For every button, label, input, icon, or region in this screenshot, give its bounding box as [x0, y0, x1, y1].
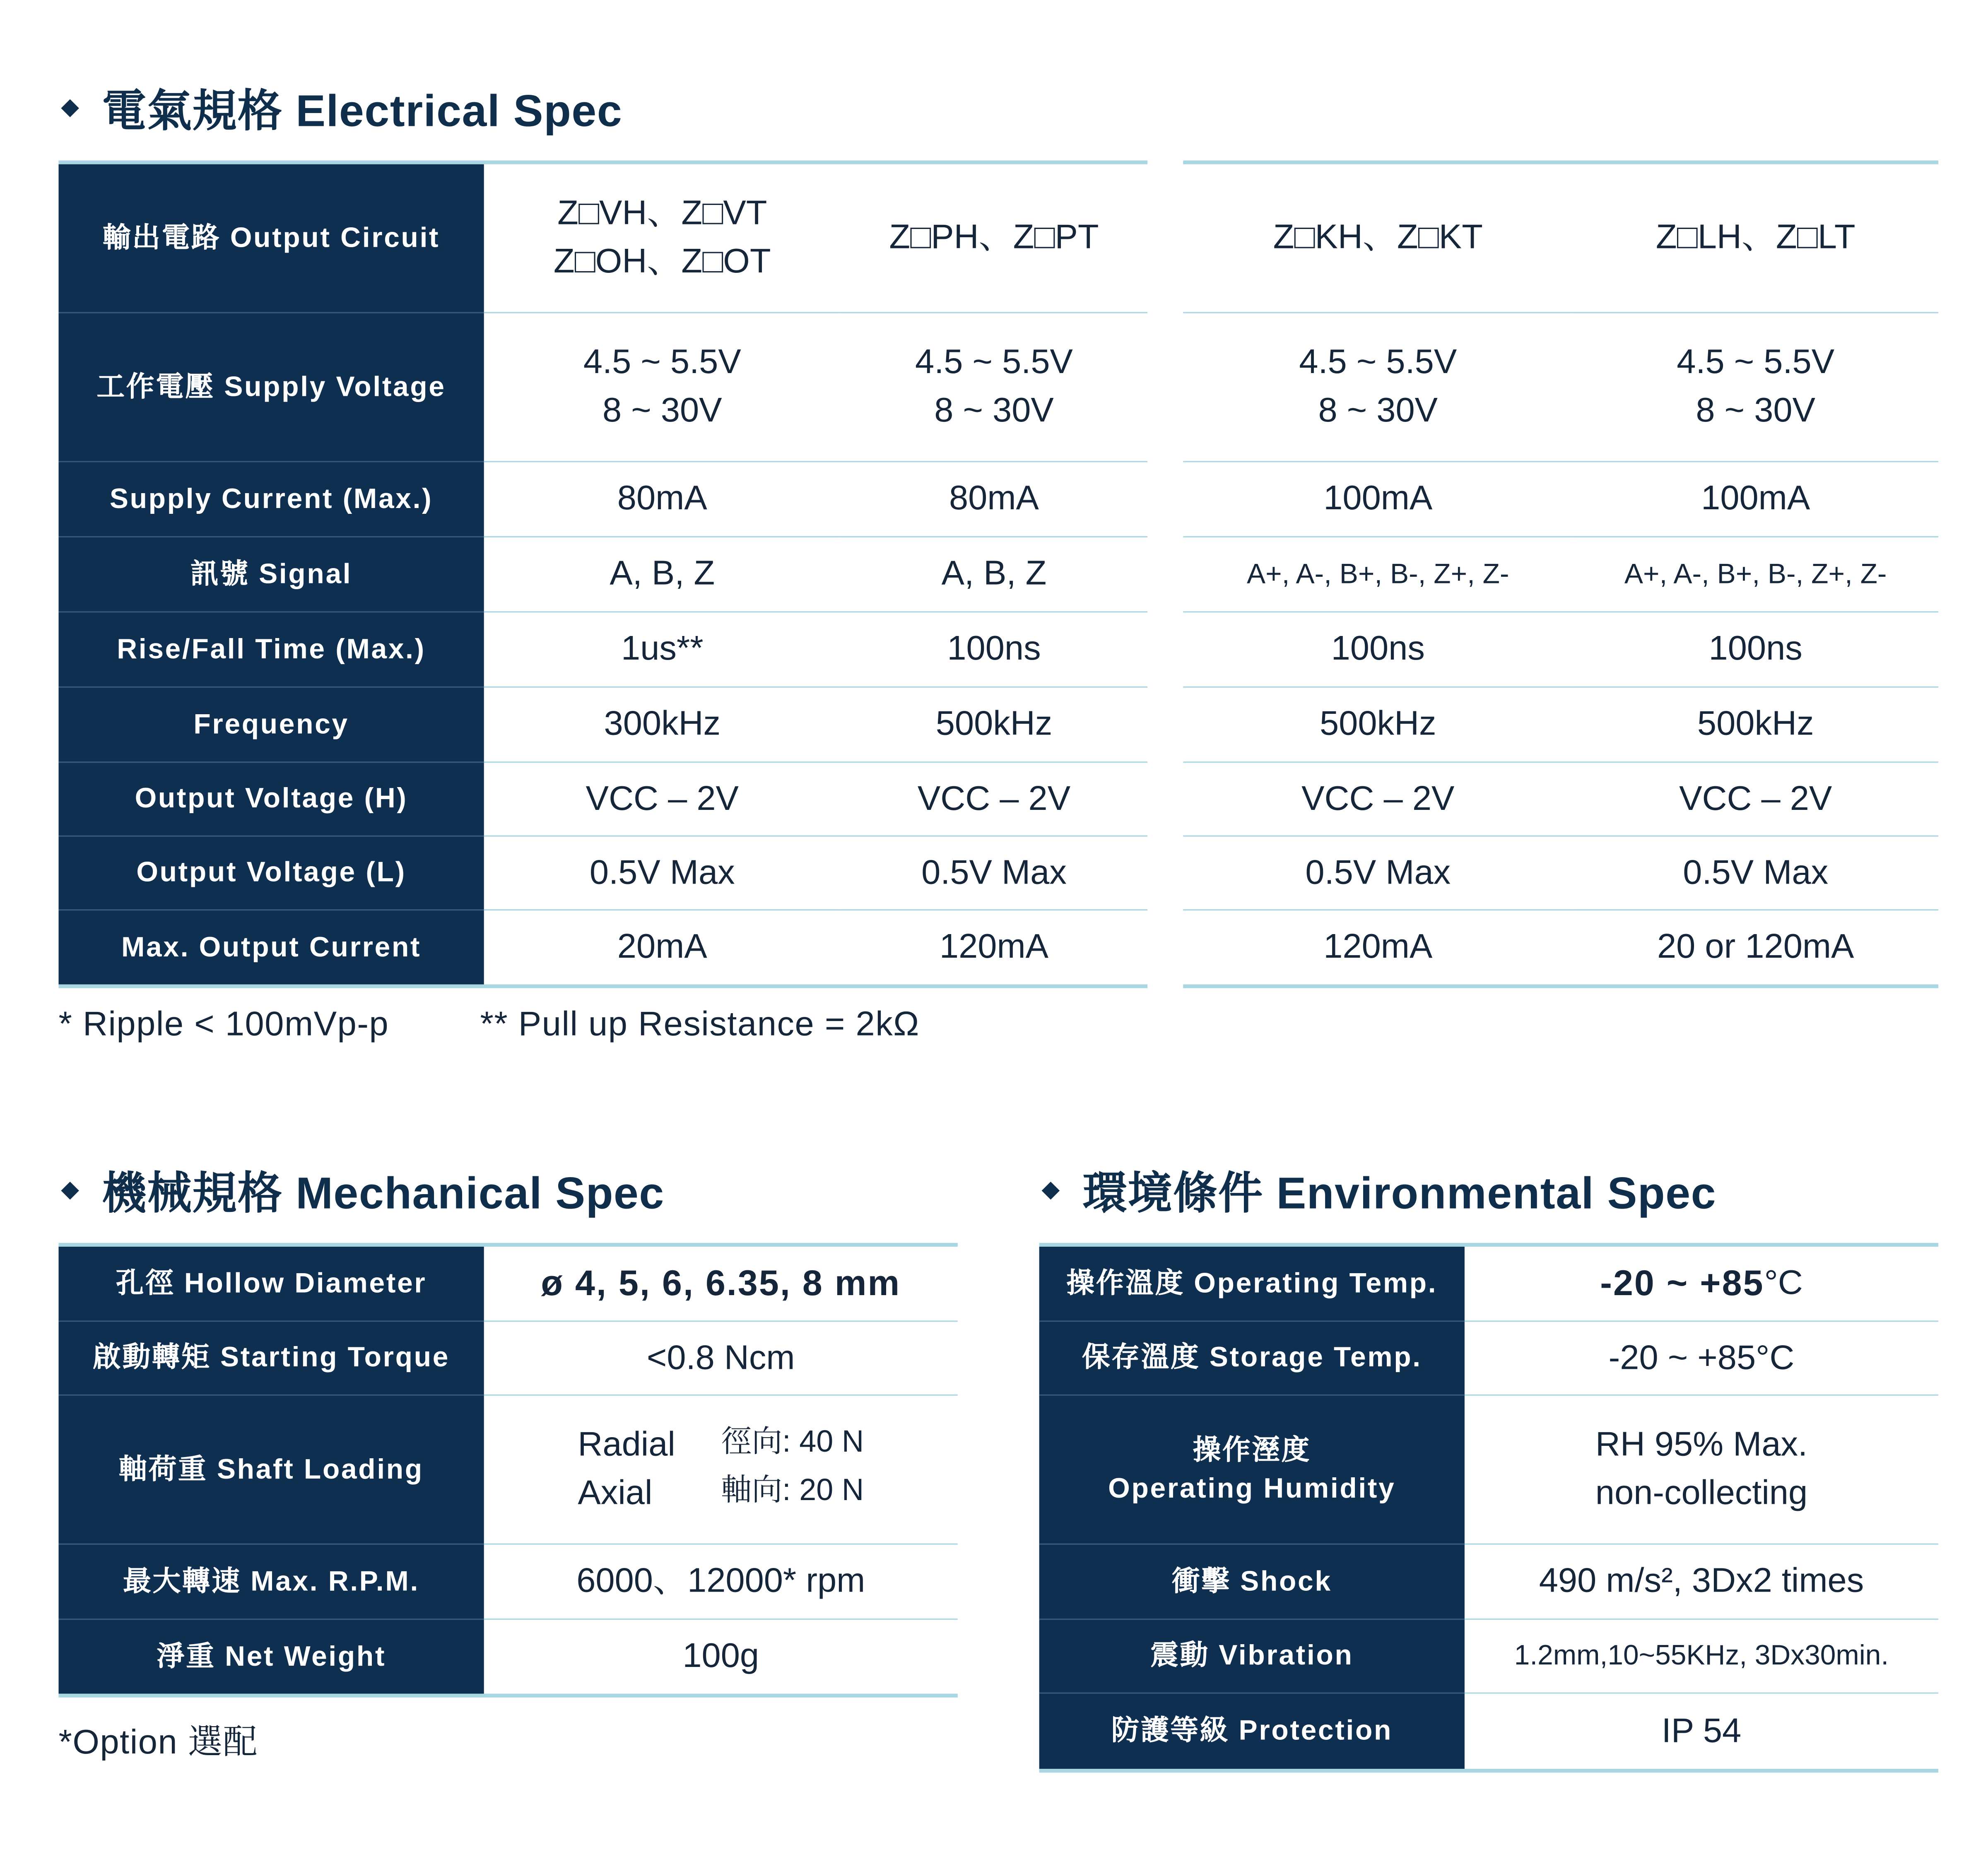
humidity-line1: RH 95% Max. — [1595, 1425, 1808, 1464]
col2-signal: A, B, Z — [841, 537, 1147, 612]
col3-output-voltage-h: VCC – 2V — [1183, 763, 1573, 836]
col1-max-output-current: 20mA — [617, 927, 707, 966]
col3-signal: A+, A-, B+, B-, Z+, Z- — [1183, 537, 1573, 612]
col3-frequency: 500kHz — [1183, 688, 1573, 763]
operating-humidity-value — [1465, 1396, 1938, 1545]
col1-supply-current: 80mA — [484, 462, 841, 537]
label-output-voltage-h: Output Voltage (H) — [58, 763, 484, 836]
col3-output-voltage-l: 0.5V Max — [1183, 837, 1573, 910]
shaft-loading-value — [484, 1396, 958, 1545]
col2-voltage-line1: 4.5 ~ 5.5V — [915, 342, 1073, 381]
col2-max-output-current: 120mA — [939, 927, 1049, 966]
col2-output-voltage-l: 0.5V Max — [841, 837, 1147, 910]
label-frequency: Frequency — [58, 688, 484, 763]
col2-supply-voltage — [841, 313, 1147, 462]
option-note: *Option 選配 — [58, 1723, 258, 1761]
mechanical-spec-title — [58, 1163, 664, 1219]
electrical-spec-table-left — [58, 161, 1147, 988]
label-output-voltage-l: Output Voltage (L) — [58, 837, 484, 910]
col1-circuit-line2: Z□OH、Z□OT — [553, 242, 771, 280]
electrical-spec-title-text: 電氣規格 Electrical Spec — [102, 87, 623, 137]
environmental-spec-title-text: 環境條件 Environmental Spec — [1082, 1169, 1717, 1219]
environmental-spec-table — [1039, 1243, 1938, 1773]
col1-frequency: 300kHz — [484, 688, 841, 763]
col4-output-voltage-h: VCC – 2V — [1573, 763, 1938, 836]
starting-torque-value: <0.8 Ncm — [484, 1322, 958, 1395]
col4-voltage-line1: 4.5 ~ 5.5V — [1677, 342, 1835, 381]
col4-rise-fall: 100ns — [1573, 612, 1938, 687]
label-max-output-current: Max. Output Current — [58, 910, 484, 984]
operating-temp-unit: °C — [1764, 1263, 1803, 1302]
col1-output-voltage-h: VCC – 2V — [484, 763, 841, 836]
col1-voltage-line1: 4.5 ~ 5.5V — [583, 342, 741, 381]
label-starting-torque: 啟動轉矩 Starting Torque — [58, 1322, 484, 1395]
shaft-axial-label: Axial — [578, 1473, 653, 1512]
col1-output-circuit — [484, 164, 841, 313]
shaft-loading-grid — [578, 1421, 864, 1517]
col4-signal: A+, A-, B+, B-, Z+, Z- — [1573, 537, 1938, 612]
vibration-value: 1.2mm,10~55KHz, 3Dx30min. — [1465, 1620, 1938, 1693]
col4-supply-current: 100mA — [1573, 462, 1938, 537]
mechanical-spec-table — [58, 1243, 957, 1698]
label-protection: 防護等級 Protection — [1039, 1694, 1465, 1769]
col1-rise-fall: 1us** — [484, 612, 841, 687]
label-supply-current: Supply Current (Max.) — [58, 462, 484, 537]
label-operating-humidity — [1039, 1396, 1465, 1545]
col2-output-circuit: Z□PH、Z□PT — [841, 164, 1147, 313]
operating-temp-range: -20 ~ +85 — [1600, 1264, 1764, 1303]
col4-output-circuit: Z□LH、Z□LT — [1573, 164, 1938, 313]
col1-output-voltage-l: 0.5V Max — [484, 837, 841, 910]
pullup-note: ** Pull up Resistance = 2kΩ — [480, 1004, 920, 1043]
col1-circuit-line1: Z□VH、Z□VT — [557, 194, 767, 232]
col3-output-circuit: Z□KH、Z□KT — [1183, 164, 1573, 313]
col1-signal: A, B, Z — [484, 537, 841, 612]
operating-temp-value — [1465, 1247, 1938, 1322]
col2-output-voltage-h: VCC – 2V — [841, 763, 1147, 836]
label-supply-voltage: 工作電壓 Supply Voltage — [58, 313, 484, 462]
humidity-label-en: Operating Humidity — [1108, 1472, 1396, 1504]
col2-supply-current: 80mA — [841, 462, 1147, 537]
col3-rise-fall: 100ns — [1183, 612, 1573, 687]
environmental-spec-title — [1039, 1163, 1716, 1219]
label-hollow-diameter: 孔徑 Hollow Diameter — [58, 1247, 484, 1322]
hollow-diameter-value: ø 4, 5, 6, 6.35, 8 mm — [484, 1247, 958, 1322]
col3-max-output-current: 120mA — [1323, 927, 1433, 966]
net-weight-value: 100g — [682, 1636, 759, 1675]
col3-supply-voltage — [1183, 313, 1573, 462]
label-operating-temp: 操作溫度 Operating Temp. — [1039, 1247, 1465, 1322]
diamond-bullet-icon — [61, 99, 79, 117]
col3-voltage-line2: 8 ~ 30V — [1318, 391, 1438, 429]
col4-supply-voltage — [1573, 313, 1938, 462]
label-vibration: 震動 Vibration — [1039, 1620, 1465, 1693]
label-max-rpm: 最大轉速 Max. R.P.M. — [58, 1545, 484, 1620]
col4-frequency: 500kHz — [1573, 688, 1938, 763]
label-shock: 衝擊 Shock — [1039, 1545, 1465, 1620]
max-rpm-value: 6000、12000* rpm — [484, 1545, 958, 1620]
col3-supply-current: 100mA — [1183, 462, 1573, 537]
label-shaft-loading: 軸荷重 Shaft Loading — [58, 1396, 484, 1545]
diamond-bullet-icon — [1042, 1182, 1060, 1199]
shaft-radial-value: 徑向: 40 N — [721, 1425, 864, 1460]
col1-voltage-line2: 8 ~ 30V — [602, 391, 722, 429]
col4-voltage-line2: 8 ~ 30V — [1696, 391, 1815, 429]
shaft-axial-value: 軸向: 20 N — [721, 1473, 864, 1508]
col4-output-voltage-l: 0.5V Max — [1573, 837, 1938, 910]
col2-frequency: 500kHz — [841, 688, 1147, 763]
label-rise-fall: Rise/Fall Time (Max.) — [58, 612, 484, 687]
humidity-label-cn: 操作溼度 — [1193, 1433, 1311, 1465]
ripple-note: * Ripple < 100mVp-p — [58, 1004, 389, 1043]
mechanical-spec-title-text: 機械規格 Mechanical Spec — [102, 1169, 665, 1219]
col3-voltage-line1: 4.5 ~ 5.5V — [1299, 342, 1457, 381]
protection-value: IP 54 — [1661, 1711, 1742, 1749]
humidity-line2: non-collecting — [1595, 1473, 1808, 1512]
label-storage-temp: 保存溫度 Storage Temp. — [1039, 1322, 1465, 1395]
electrical-spec-table-right — [1183, 161, 1938, 988]
shock-value: 490 m/s², 3Dx2 times — [1465, 1545, 1938, 1620]
col2-voltage-line2: 8 ~ 30V — [934, 391, 1054, 429]
electrical-spec-title — [58, 80, 622, 136]
label-net-weight: 淨重 Net Weight — [58, 1620, 484, 1693]
shaft-radial-label: Radial — [578, 1425, 675, 1464]
storage-temp-value: -20 ~ +85°C — [1465, 1322, 1938, 1395]
label-signal: 訊號 Signal — [58, 537, 484, 612]
col1-supply-voltage — [484, 313, 841, 462]
diamond-bullet-icon — [61, 1182, 79, 1199]
label-output-circuit: 輸出電路 Output Circuit — [58, 164, 484, 313]
col4-max-output-current: 20 or 120mA — [1657, 927, 1854, 966]
col2-rise-fall: 100ns — [841, 612, 1147, 687]
